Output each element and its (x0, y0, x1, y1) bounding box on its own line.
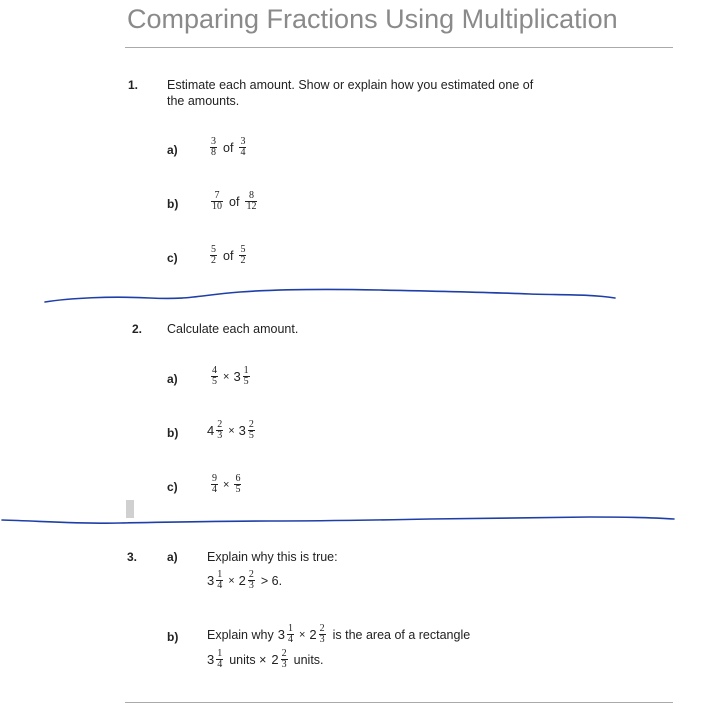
numerator: 2 (248, 419, 254, 430)
numerator: 5 (240, 244, 246, 255)
question-2-text: Calculate each amount. (167, 322, 299, 336)
inequality-tail: > 6. (260, 573, 283, 588)
multiply-sign: × (298, 628, 306, 641)
whole-number: 2 (271, 652, 279, 667)
numerator: 9 (212, 473, 217, 484)
multiply-sign: × (223, 478, 230, 491)
numerator: 4 (212, 365, 217, 376)
q1-part-a-label: a) (167, 143, 178, 157)
denominator: 4 (240, 147, 246, 158)
question-3-number: 3. (127, 550, 138, 564)
of-word: of (229, 194, 240, 209)
of-word: of (223, 248, 234, 263)
whole-number: 4 (207, 423, 215, 438)
q1-part-c-label: c) (167, 251, 178, 265)
denominator: 4 (212, 484, 217, 495)
question-1-number: 1. (128, 78, 139, 92)
denominator: 3 (248, 580, 254, 591)
units-label: units. (293, 652, 324, 667)
q3-part-b-label: b) (167, 630, 179, 644)
question-2-number: 2. (132, 322, 143, 336)
denominator: 3 (319, 634, 325, 645)
ink-line-2 (2, 517, 674, 523)
whole-number: 2 (309, 627, 317, 642)
multiply-sign: × (228, 574, 235, 587)
numerator: 3 (240, 136, 246, 147)
denominator: 4 (217, 659, 223, 670)
denominator: 5 (212, 376, 217, 387)
denominator: 4 (287, 634, 293, 645)
numerator: 1 (217, 648, 223, 659)
multiply-sign: × (228, 424, 235, 437)
whole-number: 3 (207, 652, 215, 667)
numerator: 2 (217, 419, 223, 430)
whole-number: 3 (207, 573, 215, 588)
whole-number: 3 (233, 369, 241, 384)
ink-line-1 (45, 289, 615, 302)
denominator: 5 (248, 430, 254, 441)
q1-part-b-label: b) (167, 197, 179, 211)
denominator: 3 (281, 659, 287, 670)
q3-part-b-text-post: is the area of a rectangle (332, 627, 471, 642)
numerator: 1 (287, 623, 293, 634)
q2-part-a-label: a) (167, 372, 178, 386)
numerator: 1 (217, 569, 223, 580)
page-title: Comparing Fractions Using Multiplication (127, 4, 618, 34)
whole-number: 3 (238, 423, 246, 438)
denominator: 10 (212, 201, 222, 212)
whole-number: 2 (238, 573, 246, 588)
q3-part-a-text: Explain why this is true: (207, 550, 338, 564)
denominator: 2 (240, 255, 246, 266)
numerator: 6 (235, 473, 241, 484)
denominator: 2 (211, 255, 216, 266)
numerator: 2 (319, 623, 325, 634)
numerator: 3 (211, 136, 216, 147)
of-word: of (223, 140, 234, 155)
numerator: 2 (248, 569, 254, 580)
denominator: 12 (246, 201, 257, 212)
q3-part-a-label: a) (167, 550, 178, 564)
numerator: 8 (248, 190, 254, 201)
denominator: 4 (217, 580, 223, 591)
question-1-text-line1: Estimate each amount. Show or explain how you estimated one of (167, 78, 534, 92)
numerator: 1 (243, 365, 249, 376)
denominator: 5 (235, 484, 241, 495)
numerator: 5 (211, 244, 216, 255)
q2-part-b-label: b) (167, 426, 179, 440)
numerator: 7 (214, 190, 220, 201)
multiply-sign: × (223, 370, 230, 383)
q3-part-b-text-pre: Explain why (207, 627, 274, 642)
numerator: 2 (281, 648, 287, 659)
whole-number: 3 (277, 627, 285, 642)
denominator: 5 (243, 376, 249, 387)
units-label: units × (229, 652, 267, 667)
denominator: 8 (211, 147, 216, 158)
question-1-text-line2: the amounts. (167, 94, 240, 108)
denominator: 3 (217, 430, 223, 441)
q2-part-c-label: c) (167, 480, 178, 494)
